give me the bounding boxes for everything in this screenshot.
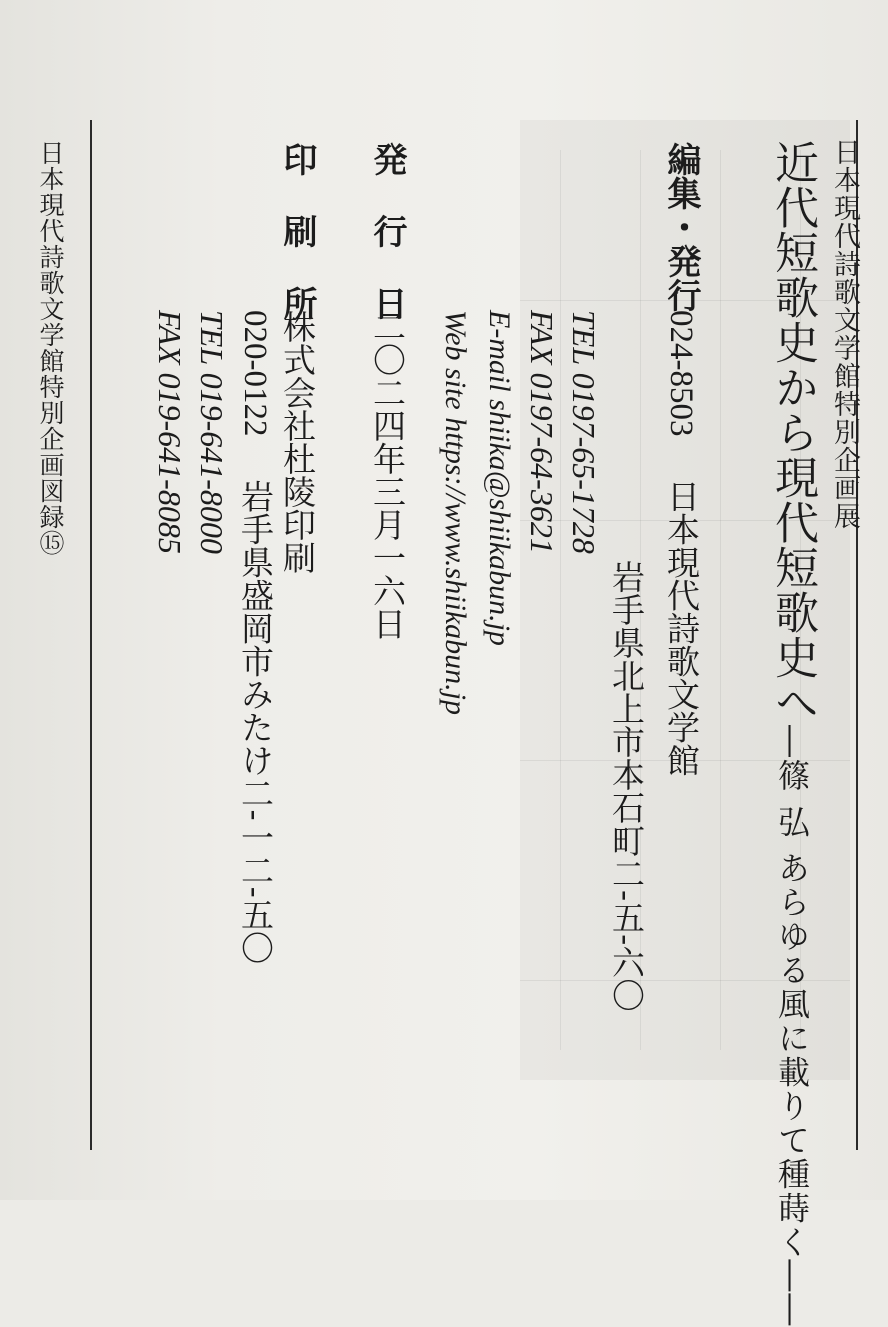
publisher-fax: FAX 0197-64-3621 <box>524 310 560 554</box>
book-subtitle: ―篠 弘 あらゆる風に載りて種蒔く―― <box>773 725 811 1327</box>
printer-address-line <box>236 310 275 964</box>
show-through-line <box>720 150 721 1050</box>
publisher-postal-code: 024-8503 <box>663 310 699 437</box>
book-title-column <box>767 140 818 1327</box>
issue-date: 二〇二四年三月一六日 <box>368 310 407 640</box>
show-through-line <box>560 150 561 1050</box>
printer-postal-code: 020-0122 <box>237 310 273 437</box>
publisher-website: Web site https://www.shiikabun.jp <box>439 310 472 716</box>
book-title: 近代短歌史から現代短歌史へ <box>767 140 818 725</box>
printer-fax: FAX 019-641-8085 <box>152 310 188 554</box>
catalog-series: 日本現代詩歌文学館特別企画図録⑮ <box>36 140 65 556</box>
printer-tel: TEL 019-641-8000 <box>194 310 230 554</box>
series-title: 日本現代詩歌文学館特別企画展 <box>829 138 860 530</box>
publisher-address: 岩手県北上市本石町二-五-六〇 <box>607 560 646 1012</box>
left-rule <box>90 120 92 1150</box>
publisher-name-line <box>662 310 701 777</box>
publisher-email: E-mail shiika@shiikabun.jp <box>483 310 516 646</box>
publisher-name: 日本現代詩歌文学館 <box>662 479 701 777</box>
printer-address: 岩手県盛岡市みたけ二-一二-五〇 <box>236 479 275 964</box>
printer-name: 株式会社杜陵印刷 <box>278 310 317 574</box>
printer-label: 印刷所 <box>277 142 317 358</box>
issue-date-label: 発行日 <box>367 142 407 358</box>
publisher-label: 編集・発行 <box>661 142 701 312</box>
publisher-tel: TEL 0197-65-1728 <box>566 310 602 554</box>
